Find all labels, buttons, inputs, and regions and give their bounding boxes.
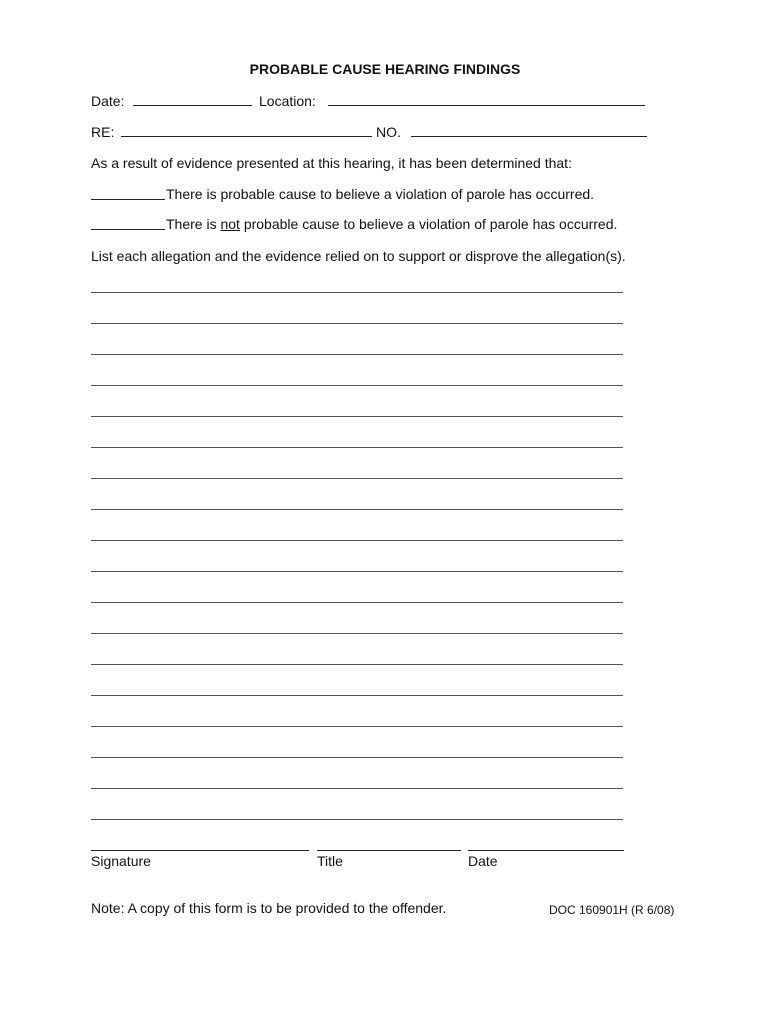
allegation-line[interactable] <box>91 819 623 820</box>
document-code: DOC 160901H (R 6/08) <box>549 903 675 917</box>
allegation-line[interactable] <box>91 571 623 572</box>
page-title: PROBABLE CAUSE HEARING FINDINGS <box>249 61 521 77</box>
location-field[interactable] <box>328 105 645 106</box>
re-label: RE: <box>91 124 115 140</box>
not-probable-post: probable cause to believe a violation of parole has occurred. <box>239 216 618 232</box>
allegation-line[interactable] <box>91 509 623 510</box>
allegation-line[interactable] <box>91 602 623 603</box>
allegation-line[interactable] <box>91 447 623 448</box>
allegation-line[interactable] <box>91 385 623 386</box>
determination-statement: As a result of evidence presented at this hearing, it has been determined that: <box>91 155 572 171</box>
date-field[interactable] <box>133 105 252 106</box>
re-field[interactable] <box>121 136 372 137</box>
location-label: Location: <box>259 93 316 109</box>
allegation-line[interactable] <box>91 664 623 665</box>
date-signed-label: Date <box>468 853 498 869</box>
date-label: Date: <box>91 93 125 109</box>
signature-field[interactable] <box>91 850 309 851</box>
signature-label: Signature <box>91 853 151 869</box>
title-label: Title <box>317 853 343 869</box>
allegation-line[interactable] <box>91 354 623 355</box>
allegation-line[interactable] <box>91 633 623 634</box>
allegation-line[interactable] <box>91 757 623 758</box>
allegation-line[interactable] <box>91 540 623 541</box>
offender-copy-note: Note: A copy of this form is to be provided to the offender. <box>91 900 447 916</box>
probable-cause-option: There is probable cause to believe a violation of parole has occurred. <box>166 186 595 202</box>
not-probable-cause-option <box>166 216 617 232</box>
allegation-line[interactable] <box>91 788 623 789</box>
allegation-line[interactable] <box>91 726 623 727</box>
list-instruction: List each allegation and the evidence relied on to support or disprove the allegation(s). <box>91 248 626 264</box>
no-field[interactable] <box>411 136 647 137</box>
not-emphasis: not <box>220 216 240 232</box>
probable-cause-checkbox[interactable] <box>91 199 165 200</box>
date-signed-field[interactable] <box>468 850 624 851</box>
not-probable-pre: There is <box>166 216 221 232</box>
title-field[interactable] <box>317 850 461 851</box>
allegation-line[interactable] <box>91 292 623 293</box>
allegation-line[interactable] <box>91 478 623 479</box>
allegation-line[interactable] <box>91 323 623 324</box>
allegation-line[interactable] <box>91 695 623 696</box>
not-probable-cause-checkbox[interactable] <box>91 229 165 230</box>
allegation-line[interactable] <box>91 416 623 417</box>
no-label: NO. <box>376 124 401 140</box>
